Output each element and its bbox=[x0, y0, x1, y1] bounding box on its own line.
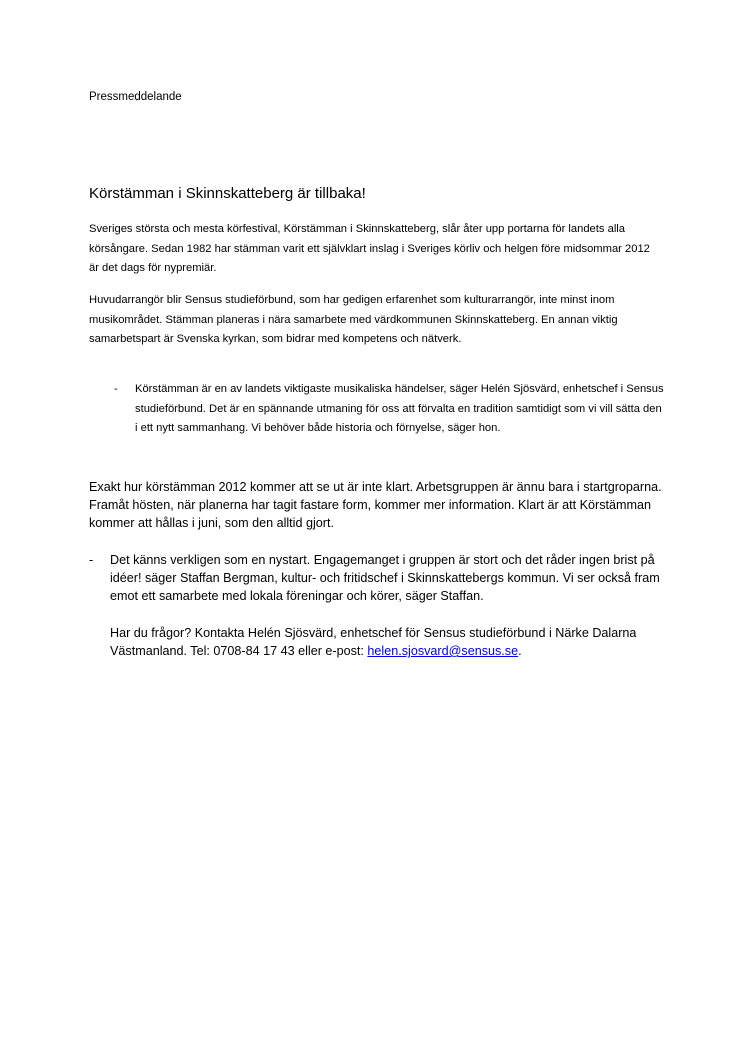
list-dash: - bbox=[89, 553, 94, 567]
contact-paragraph bbox=[110, 624, 670, 660]
contact-end: . bbox=[518, 644, 522, 658]
quote-helen-text: Körstämman är en av landets viktigaste musikaliska händelser, säger Helén Sjösvärd, enhetschef i Sensus studieförbund. Det är en spännande utmaning för oss att förvalta en tradition samtidigt som vi vill sätta den i ett nytt sammanhang. Vi behöver både historia och förnyelse, säger hon. bbox=[135, 383, 664, 434]
contact-text: Har du frågor? Kontakta Helén Sjösvärd, enhetschef för Sensus studieförbund i Närke Dalarna Västmanland. Tel: 0708-84 17 43 eller e-post: bbox=[110, 626, 637, 658]
document-label: Pressmeddelande bbox=[89, 91, 182, 103]
page-title: Körstämman i Skinnskatteberg är tillbaka! bbox=[89, 185, 366, 202]
paragraph-intro: Sveriges största och mesta körfestival, Körstämman i Skinnskatteberg, slår åter upp portarna för landets alla körsångare. Sedan 1982 har stämman varit ett självklart inslag i Sveriges körliv och helgen före midsommar 2012 är det dags för nypremiär. bbox=[89, 223, 650, 274]
paragraph-status: Exakt hur körstämman 2012 kommer att se ut är inte klart. Arbetsgruppen är ännu bara i startgroparna. Framåt hösten, när planerna har tagit fastare form, kommer mer information. Klart är att Körstämman kommer att hållas i juni, som den alltid gjort. bbox=[89, 480, 662, 530]
list-dash: - bbox=[114, 383, 118, 395]
paragraph-organizer: Huvudarrangör blir Sensus studieförbund, som har gedigen erfarenhet som kulturarrangör, inte minst inom musikområdet. Stämman planeras i nära samarbete med värdkommunen Skinnskatteberg. En annan viktig samarbetspart är Svenska kyrkan, som bidrar med kompetens och nätverk. bbox=[89, 294, 618, 345]
email-link[interactable]: helen.sjosvard@sensus.se bbox=[367, 644, 519, 658]
quote-staffan-text: Det känns verkligen som en nystart. Engagemanget i gruppen är stort och det råder ingen brist på idéer! säger Staffan Bergman, kultur- och fritidschef i Skinnskattebergs kommun. Vi ser också fram emot ett samarbete med lokala föreningar och körer, säger Staffan. bbox=[110, 553, 660, 603]
